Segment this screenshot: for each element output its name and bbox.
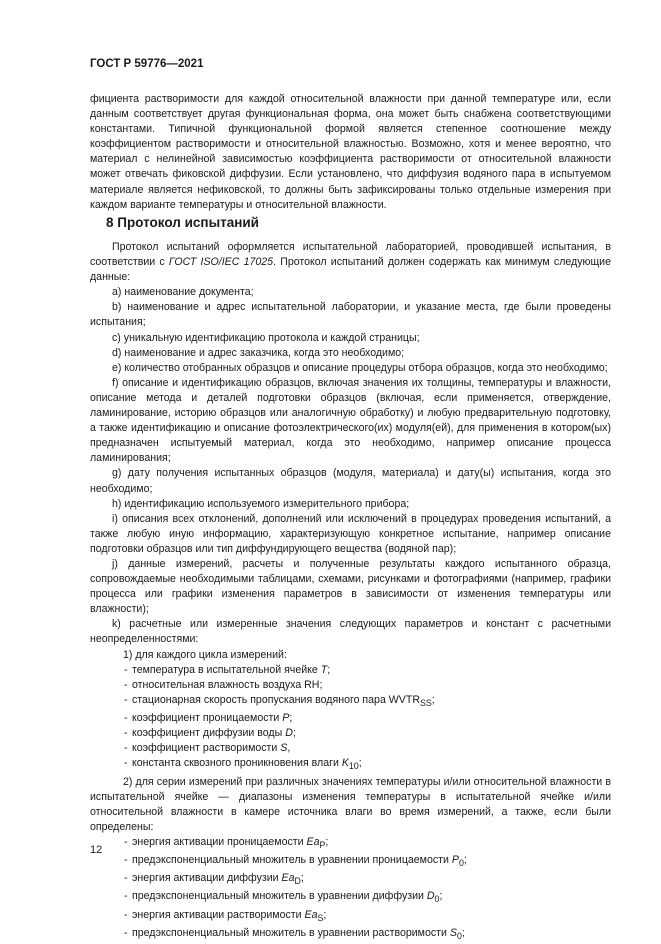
text-fragment: D <box>426 890 435 903</box>
param-preexp-diffusion <box>90 889 611 907</box>
list-item-j: j) данные измерений, расчеты и полученные результаты каждого испытанного образца, сопровождаемые необходимыми таблицами, схемами, рисунками и фотографиями (например, графики процесса или графики изменения параметров в зависимости от изменения температуры или влажности); <box>90 557 611 616</box>
text-fragment: предэкспоненциальный множитель в уравнении диффузии <box>132 890 427 903</box>
text-fragment: ; <box>358 757 362 770</box>
param-temperature <box>90 663 611 678</box>
list-item-i: i) описания всех отклонений, дополнений или исключений в процедурах проведения испытаний, а также любую иную информацию, характеризующую конкретное испытание, например описание подготовки образцов или тип диффундирующего вещества (водяной пар); <box>90 512 611 555</box>
text-fragment: Ea <box>304 908 318 921</box>
param-solubility <box>90 741 611 756</box>
section-body <box>90 240 611 944</box>
sublist-1-title: 1) для каждого цикла измерений: <box>123 648 287 661</box>
text-fragment: Ea <box>306 835 320 848</box>
text-fragment: стационарная скорость пропускания водяного пара WVTR <box>132 693 420 706</box>
text-fragment: ; <box>461 926 465 939</box>
param-wvtr <box>90 693 611 711</box>
text-fragment: ; <box>327 663 331 676</box>
page-number: 12 <box>90 844 103 856</box>
text-fragment: энергия активации диффузии <box>132 872 282 885</box>
intro-paragraph-block <box>90 92 611 213</box>
lead-paragraph <box>90 240 611 285</box>
text-fragment: P <box>451 854 459 867</box>
param-breakthrough <box>90 756 611 774</box>
intro-paragraph: фициента растворимости для каждой относительной влажности при данной температуре или, если данным соответствует другая функциональная форма, она может быть снабжена соответствующими константами. Типичной функциональной формой является степенное соотношение между коэффициентом растворимости и относительной влажностью. Возможно, хотя и менее вероятно, что материал с нелинейной зависимостью коэффициента растворимости от относительной влажности может отвечать фиковской диффузии. Если установлено, что диффузия водяного пара в испытуемом материале является нефиковской, то должны быть зафиксированы только отдельные измерения при каждом варианте температуры и относительной влажности. <box>90 93 611 211</box>
text-fragment: S <box>280 742 288 755</box>
param-activation-permeability <box>90 835 611 853</box>
list-item-d: d) наименование и адрес заказчика, когда это необходимо; <box>112 346 405 359</box>
list-item-h: h) идентификацию используемого измерительного прибора; <box>112 497 410 510</box>
param-preexp-permeability <box>90 853 611 871</box>
text-fragment: температура в испытательной ячейке <box>132 663 321 676</box>
text-fragment: энергия активации проницаемости <box>132 835 307 848</box>
text-fragment: D <box>285 727 293 740</box>
text-fragment: коэффициент проницаемости <box>132 712 283 725</box>
standard-reference: ГОСТ ISO/IEC 17025 <box>168 256 274 269</box>
section-title: 8 Протокол испытаний <box>106 215 259 230</box>
param-humidity: - относительная влажность воздуха RH; <box>90 678 611 693</box>
text-fragment: энергия активации растворимости <box>132 908 305 921</box>
text-fragment: коэффициент растворимости <box>132 742 281 755</box>
text-fragment: ; <box>300 872 304 885</box>
text-fragment: Ea <box>281 872 295 885</box>
lead-text-1: Протокол испытаний оформляется испытательной лабораторией, проводившей испытания, в соответствии с <box>90 241 611 269</box>
param-activation-diffusion <box>90 871 611 889</box>
text-fragment: S <box>317 912 324 923</box>
list-item-a: a) наименование документа; <box>112 286 254 299</box>
text-fragment: 0 <box>456 931 462 941</box>
text-fragment: коэффициент диффузии воды <box>132 727 286 740</box>
text-fragment: , <box>287 742 291 755</box>
text-fragment: ; <box>292 727 296 740</box>
text-fragment: K <box>341 757 349 770</box>
document-header: ГОСТ Р 59776—2021 <box>90 58 204 70</box>
text-fragment: SS <box>419 697 432 708</box>
text-fragment: D <box>294 876 301 887</box>
text-fragment: предэкспоненциальный множитель в уравнении растворимости <box>132 926 450 939</box>
param-activation-solubility <box>90 908 611 926</box>
text-fragment: ; <box>289 712 293 725</box>
text-fragment: T <box>320 663 328 676</box>
list-item-k: k) расчетные или измеренные значения следующих параметров и констант с расчетными неопределенностями: <box>90 618 611 646</box>
list-item-e: e) количество отобранных образцов и описание процедуры отбора образцов, когда это необходимо; <box>112 361 608 374</box>
param-permeability <box>90 711 611 726</box>
text-fragment: константа сквозного проникновения влаги <box>132 757 342 770</box>
param-diffusion <box>90 726 611 741</box>
text-fragment: предэкспоненциальный множитель в уравнении проницаемости <box>132 854 452 867</box>
text-fragment: ; <box>463 854 467 867</box>
sublist-2-title: 2) для серии измерений при различных значениях температуры и/или относительной влажности в испытательной ячейке — диапазоны изменения температуры в испытательной ячейке и/или относительной влажности в камере источника влаги во время измерений, а также, если были определены: <box>90 775 611 833</box>
text-fragment: P <box>282 712 290 725</box>
text-fragment: 0 <box>434 894 440 905</box>
text-fragment: ; <box>323 908 327 921</box>
list-item-f: f) описание и идентификацию образцов, включая значения их толщины, температуры и влажности, описание метода и деталей подготовки образцов (включая, если применяется, отверждение, ламинирование, историю образцов или аналогичную обработку) и любую предварительную подготовку, а также идентификацию и описание фотоэлектрического(их) модуля(ей), для применения в котором(ых) предназначен испытуемый материал, когда это необходимо, например описание процесса ламинирования; <box>90 376 611 465</box>
text-fragment: S <box>449 926 457 939</box>
text-fragment: ; <box>439 890 443 903</box>
list-item-g: g) дату получения испытанных образцов (модуля, материала) и дату(ы) испытания, когда это необходимо; <box>90 467 611 495</box>
text-fragment: 10 <box>348 761 359 772</box>
text-fragment: ; <box>325 835 329 848</box>
text-fragment: P <box>319 839 326 850</box>
list-item-c: c) уникальную идентификацию протокола и каждой страницы; <box>112 331 420 344</box>
text-fragment: 0 <box>458 858 464 869</box>
lead-text-2: . Протокол испытаний должен содержать как минимум следующие данные: <box>90 256 611 284</box>
text-fragment: ; <box>431 693 435 706</box>
list-item-b: b) наименование и адрес испытательной лаборатории, и указание места, где были проведены испытания; <box>90 301 611 329</box>
